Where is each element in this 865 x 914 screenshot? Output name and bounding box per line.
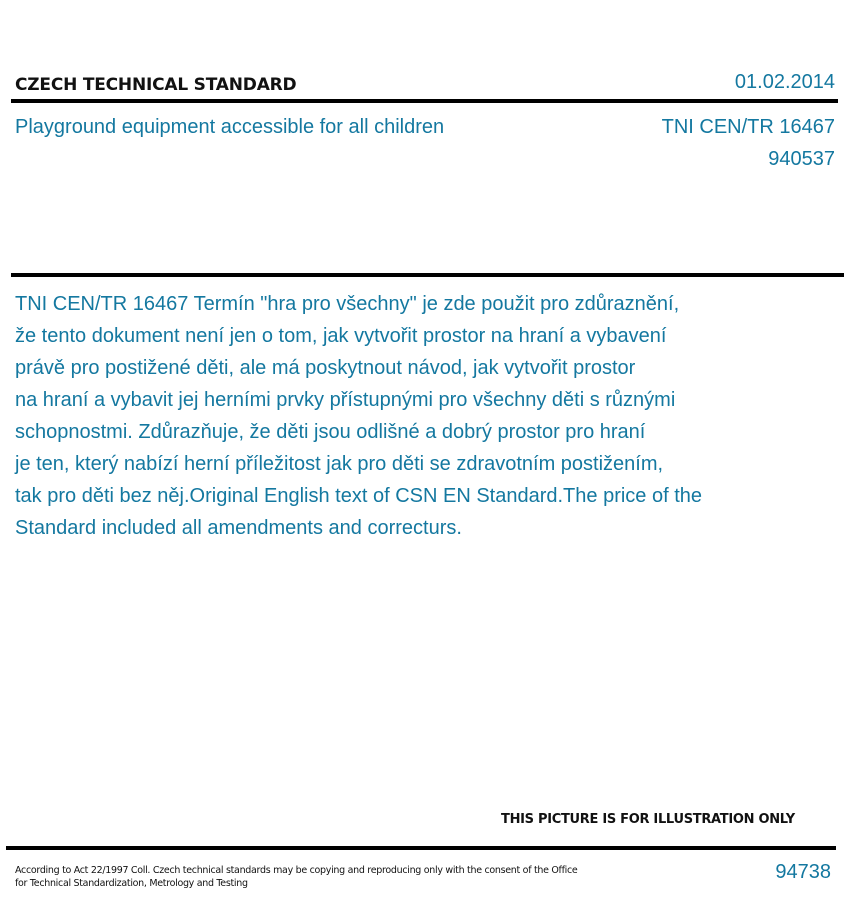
footer-divider (6, 846, 836, 850)
description-line: že tento dokument není jen o tom, jak vytvořit prostor na hraní a vybavení (15, 325, 667, 347)
footer-number: 94738 (775, 861, 831, 883)
description-text (15, 288, 815, 544)
catalog-number: 940537 (768, 148, 835, 170)
legal-notice (15, 864, 615, 890)
legal-notice-line: for Technical Standardization, Metrology and Testing (15, 878, 248, 889)
description-line: Standard included all amendments and correcturs. (15, 517, 462, 539)
issue-date: 01.02.2014 (734, 71, 835, 93)
legal-notice-line: According to Act 22/1997 Coll. Czech technical standards may be copying and reproducing only with the consent of the Office (15, 865, 578, 876)
header-divider (11, 99, 838, 103)
description-line: tak pro děti bez něj.Original English text of CSN EN Standard.The price of the (15, 485, 703, 507)
description-line: na hraní a vybavit jej herními prvky přístupnými pro všechny děti s různými (15, 389, 676, 411)
illustration-notice: THIS PICTURE IS FOR ILLUSTRATION ONLY (501, 812, 795, 827)
document-type-label: CZECH TECHNICAL STANDARD (15, 75, 297, 95)
description-line: schopnostmi. Zdůrazňuje, že děti jsou odlišné a dobrý prostor pro hraní (15, 421, 646, 443)
description-line: TNI CEN/TR 16467 Termín "hra pro všechny" je zde použit pro zdůraznění, (15, 293, 680, 315)
section-divider (11, 273, 844, 277)
description-line: právě pro postižené děti, ale má poskytnout návod, jak vytvořit prostor (15, 357, 636, 379)
description-line: je ten, který nabízí herní příležitost jak pro děti se zdravotním postižením, (15, 453, 664, 475)
standard-title: Playground equipment accessible for all children (15, 116, 445, 138)
standard-code: TNI CEN/TR 16467 (661, 116, 835, 138)
